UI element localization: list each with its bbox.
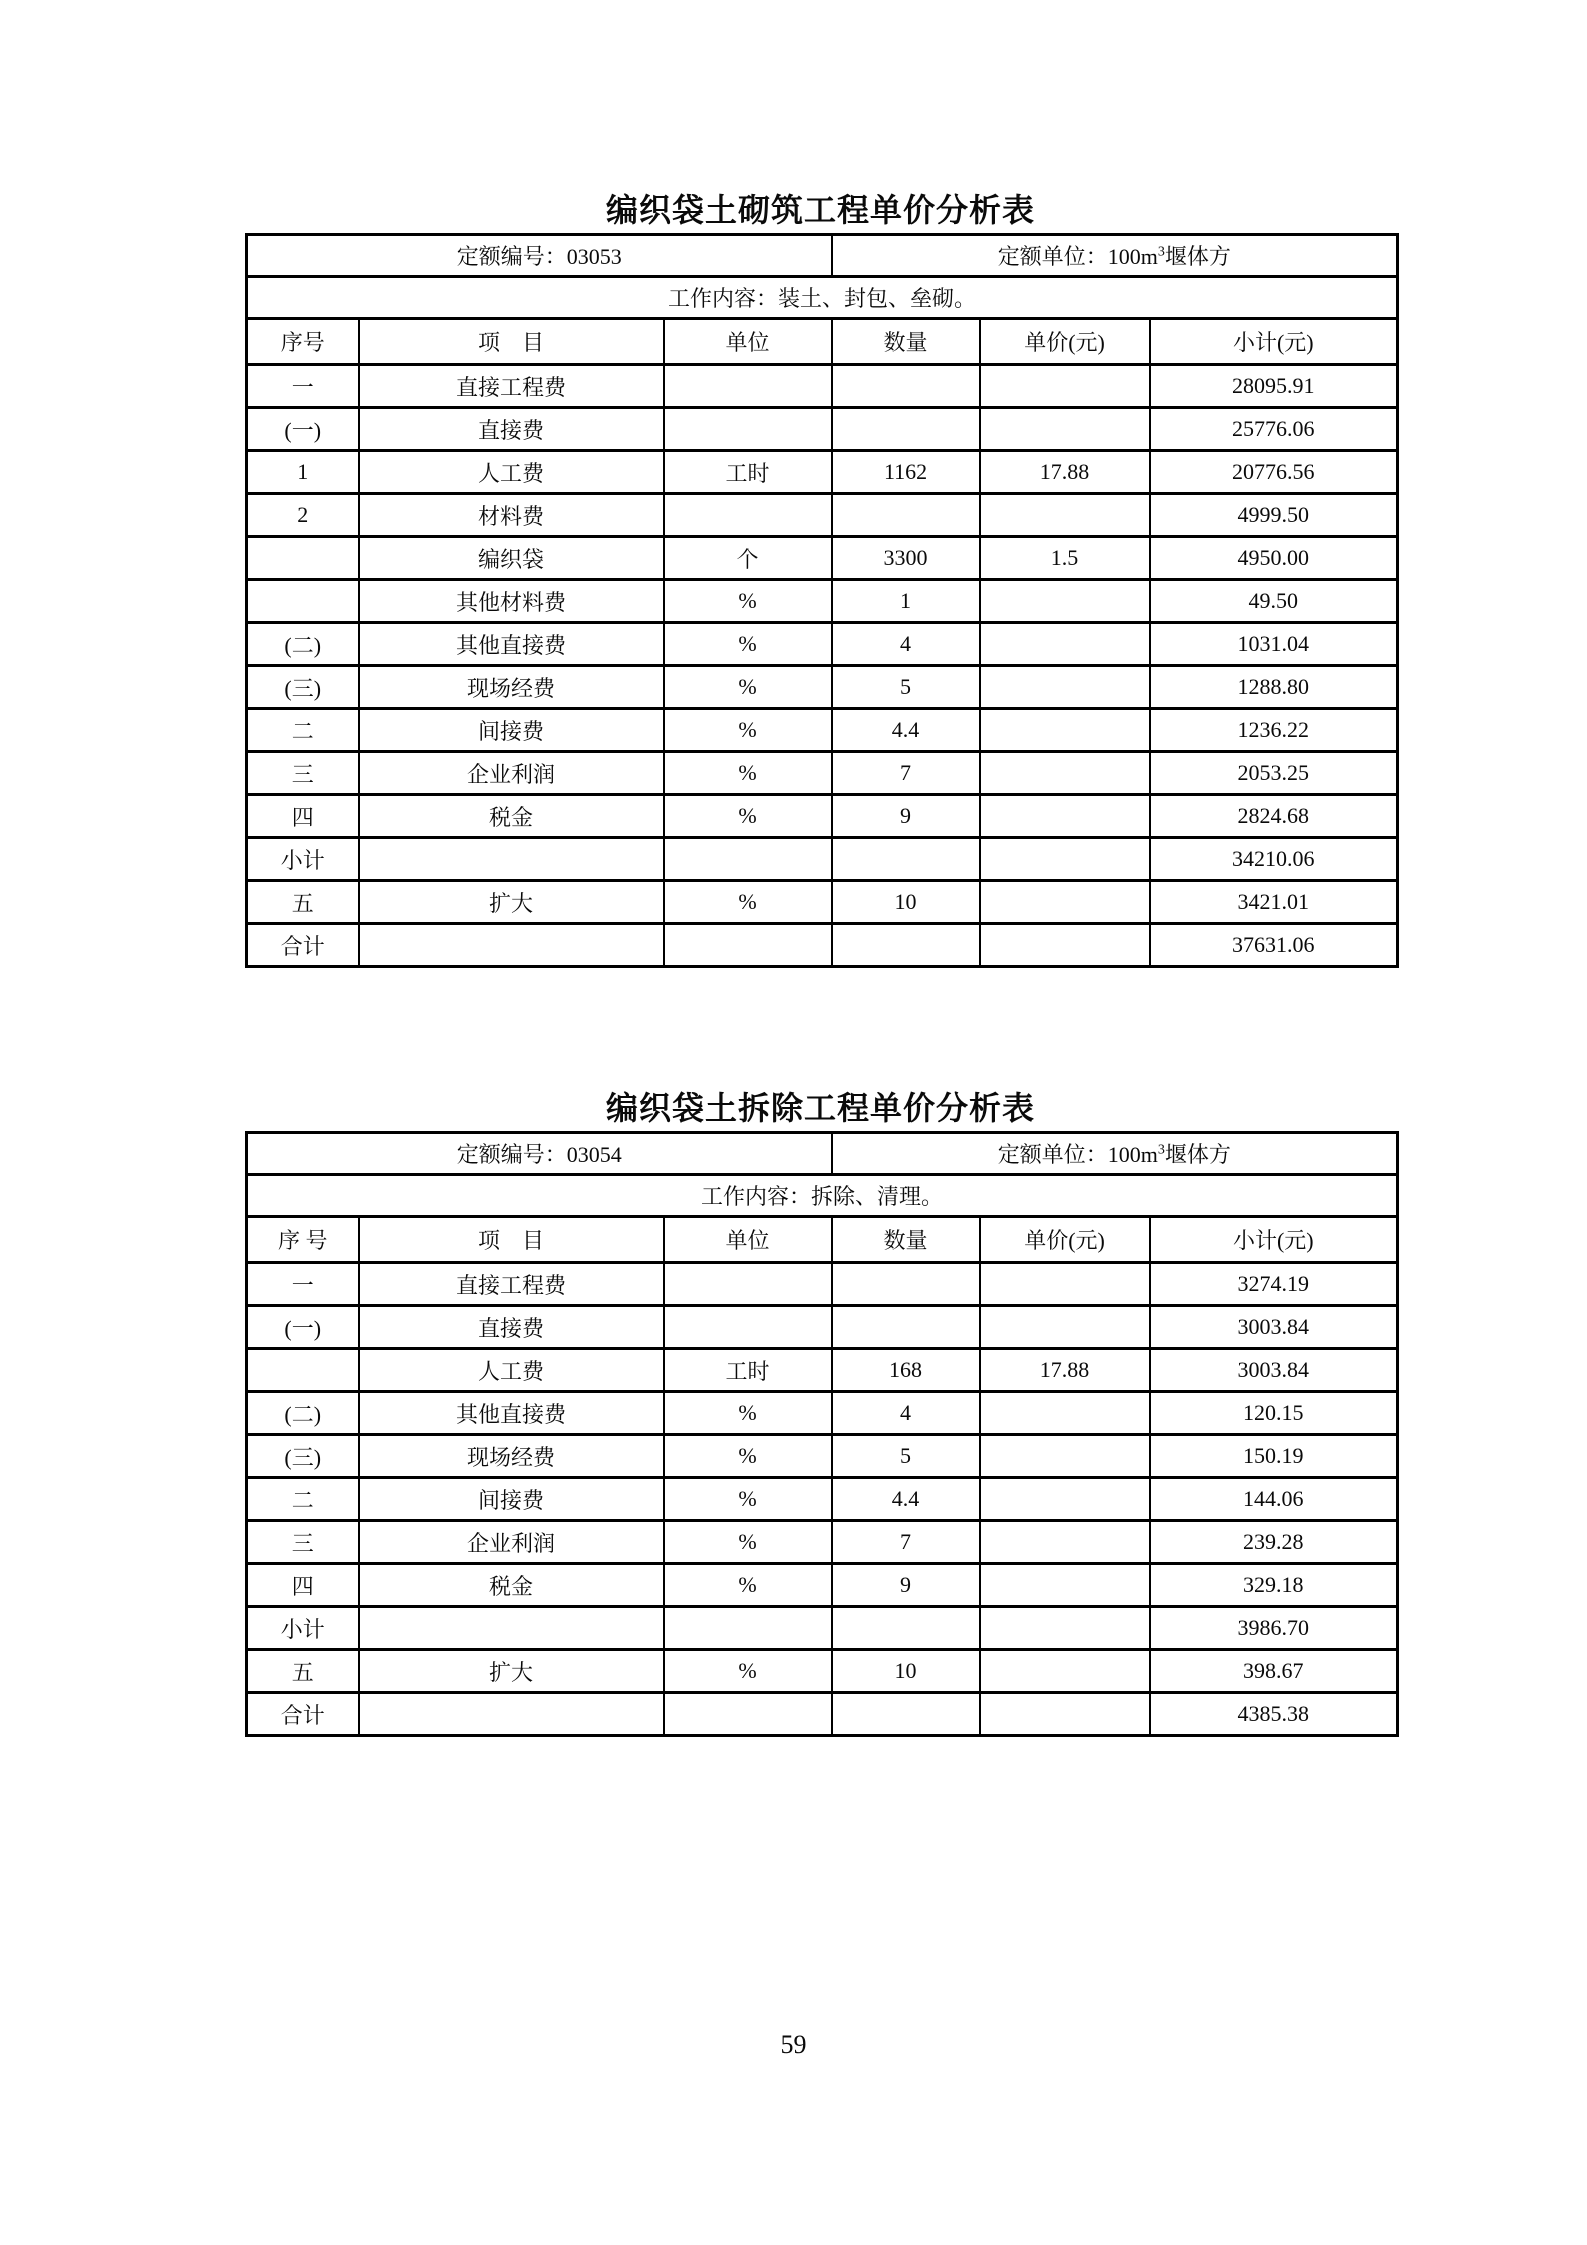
column-header-unitprice: 单价(元) xyxy=(980,319,1150,365)
table-cell: 合计 xyxy=(247,924,359,967)
table-cell: % xyxy=(664,709,832,752)
page-number: 59 xyxy=(780,2030,807,2059)
table-cell: 34210.06 xyxy=(1150,838,1398,881)
table-cell: 直接工程费 xyxy=(359,365,664,408)
table-cell: 239.28 xyxy=(1150,1521,1398,1564)
table-cell: 五 xyxy=(247,881,359,924)
table-cell: 25776.06 xyxy=(1150,408,1398,451)
table-cell: % xyxy=(664,881,832,924)
quota-code-value: 03054 xyxy=(566,1142,622,1167)
table-row xyxy=(247,1650,1398,1693)
column-header-unitprice: 单价(元) xyxy=(980,1217,1150,1263)
table-cell: 一 xyxy=(247,1263,359,1306)
table-cell: 5 xyxy=(832,1435,980,1478)
table-cell: 4.4 xyxy=(832,1478,980,1521)
table-cell: 现场经费 xyxy=(359,666,664,709)
table-cell: 3986.70 xyxy=(1150,1607,1398,1650)
table-cell: 1162 xyxy=(832,451,980,494)
table-row xyxy=(247,924,1398,967)
table-cell: 扩大 xyxy=(359,881,664,924)
table-cell xyxy=(980,1392,1150,1435)
table-cell xyxy=(664,1263,832,1306)
table-cell: 小计 xyxy=(247,1607,359,1650)
table-cell: % xyxy=(664,623,832,666)
table-row xyxy=(247,580,1398,623)
table-cell: 3274.19 xyxy=(1150,1263,1398,1306)
table-row xyxy=(247,881,1398,924)
table-cell: 17.88 xyxy=(980,451,1150,494)
table-cell: 120.15 xyxy=(1150,1392,1398,1435)
table-cell: 其他直接费 xyxy=(359,1392,664,1435)
table-cell: 材料费 xyxy=(359,494,664,537)
table-body xyxy=(247,365,1398,967)
table-cell xyxy=(247,580,359,623)
work-content-text: 装土、封包、垒砌。 xyxy=(778,286,977,311)
column-header-item: 项 目 xyxy=(359,319,664,365)
table-cell xyxy=(832,1607,980,1650)
table-cell xyxy=(980,494,1150,537)
table-cell: % xyxy=(664,1564,832,1607)
table-cell: 4 xyxy=(832,1392,980,1435)
table-cell: 1.5 xyxy=(980,537,1150,580)
table-cell: 间接费 xyxy=(359,709,664,752)
table-cell: 企业利润 xyxy=(359,1521,664,1564)
table-cell: 10 xyxy=(832,881,980,924)
table-cell: 工时 xyxy=(664,451,832,494)
quota-code-label: 定额编号： xyxy=(456,244,567,269)
table-row xyxy=(247,537,1398,580)
table-cell xyxy=(247,1349,359,1392)
column-header-subtotal: 小计(元) xyxy=(1150,319,1398,365)
table-cell: 直接费 xyxy=(359,408,664,451)
table-cell: 9 xyxy=(832,795,980,838)
table-cell xyxy=(832,924,980,967)
table-row xyxy=(247,795,1398,838)
table-cell: 4 xyxy=(832,623,980,666)
quota-meta-row xyxy=(247,1133,1398,1175)
table-cell: % xyxy=(664,795,832,838)
table-cell: 49.50 xyxy=(1150,580,1398,623)
table-cell xyxy=(832,1263,980,1306)
table-cell: 28095.91 xyxy=(1150,365,1398,408)
table-cell: % xyxy=(664,1478,832,1521)
table-cell: 现场经费 xyxy=(359,1435,664,1478)
quota-unit-suffix: 堰体方 xyxy=(1164,244,1231,269)
work-content-label: 工作内容： xyxy=(668,286,779,311)
table-row xyxy=(247,666,1398,709)
column-header-seq: 序号 xyxy=(247,319,359,365)
table-cell xyxy=(980,666,1150,709)
table-cell xyxy=(832,838,980,881)
table-cell: 编织袋 xyxy=(359,537,664,580)
table-cell xyxy=(664,494,832,537)
unit-superscript: 3 xyxy=(1157,1142,1165,1158)
table-row xyxy=(247,365,1398,408)
table-cell: 2 xyxy=(247,494,359,537)
table-cell xyxy=(980,1478,1150,1521)
table-cell: 2824.68 xyxy=(1150,795,1398,838)
table-cell: 工时 xyxy=(664,1349,832,1392)
table-cell: 3003.84 xyxy=(1150,1306,1398,1349)
table-cell xyxy=(980,795,1150,838)
table-row xyxy=(247,838,1398,881)
table-cell xyxy=(980,623,1150,666)
table-header-row xyxy=(247,1217,1398,1263)
table-cell: (二) xyxy=(247,623,359,666)
table-cell: % xyxy=(664,666,832,709)
table-cell xyxy=(980,1306,1150,1349)
table-row xyxy=(247,752,1398,795)
table-cell: 税金 xyxy=(359,795,664,838)
quota-unit-label: 定额单位： xyxy=(997,244,1108,269)
table-title-demolition: 编织袋土拆除工程单价分析表 xyxy=(605,1090,1035,1126)
table-cell xyxy=(832,1693,980,1736)
table-cell: 税金 xyxy=(359,1564,664,1607)
table-cell: 直接工程费 xyxy=(359,1263,664,1306)
section-gap xyxy=(245,968,1396,1088)
table-cell xyxy=(980,1564,1150,1607)
table-cell xyxy=(664,1607,832,1650)
table-cell: 1236.22 xyxy=(1150,709,1398,752)
table-cell: 3003.84 xyxy=(1150,1349,1398,1392)
table-cell: 1 xyxy=(832,580,980,623)
quota-code-label: 定额编号： xyxy=(456,1142,567,1167)
table-cell xyxy=(832,408,980,451)
table-row xyxy=(247,1263,1398,1306)
table-row xyxy=(247,1607,1398,1650)
table-cell: 人工费 xyxy=(359,451,664,494)
table-cell xyxy=(980,709,1150,752)
table-cell: 1288.80 xyxy=(1150,666,1398,709)
table-cell: 5 xyxy=(832,666,980,709)
table-cell: 144.06 xyxy=(1150,1478,1398,1521)
table-cell: (一) xyxy=(247,1306,359,1349)
table-cell: 二 xyxy=(247,709,359,752)
table-cell xyxy=(980,1521,1150,1564)
table-cell xyxy=(832,1306,980,1349)
table-cell xyxy=(980,1650,1150,1693)
table-row xyxy=(247,1349,1398,1392)
table-cell: 4950.00 xyxy=(1150,537,1398,580)
quota-code-cell xyxy=(247,1133,832,1175)
table-row xyxy=(247,623,1398,666)
page-content xyxy=(245,190,1396,1737)
table-cell: % xyxy=(664,752,832,795)
work-content-text: 拆除、清理。 xyxy=(811,1184,944,1209)
table-cell: 三 xyxy=(247,1521,359,1564)
table-cell: 4999.50 xyxy=(1150,494,1398,537)
table-cell xyxy=(247,537,359,580)
table-cell: % xyxy=(664,1392,832,1435)
table-cell: 168 xyxy=(832,1349,980,1392)
table-cell: % xyxy=(664,580,832,623)
quota-code-value: 03053 xyxy=(566,244,622,269)
table-cell xyxy=(980,1693,1150,1736)
table-cell: 五 xyxy=(247,1650,359,1693)
table-row xyxy=(247,1564,1398,1607)
column-header-seq: 序 号 xyxy=(247,1217,359,1263)
table-cell xyxy=(359,1607,664,1650)
table-cell: 小计 xyxy=(247,838,359,881)
unit-price-table-masonry xyxy=(245,233,1399,968)
table-cell xyxy=(664,924,832,967)
table-cell: 其他材料费 xyxy=(359,580,664,623)
quota-unit-suffix: 堰体方 xyxy=(1164,1142,1231,1167)
table-cell: 2053.25 xyxy=(1150,752,1398,795)
table-cell: 150.19 xyxy=(1150,1435,1398,1478)
table-cell xyxy=(980,924,1150,967)
table-cell xyxy=(664,838,832,881)
table-cell: (一) xyxy=(247,408,359,451)
table-row xyxy=(247,1435,1398,1478)
unit-price-table-demolition xyxy=(245,1131,1399,1737)
quota-meta-row xyxy=(247,235,1398,277)
table-cell xyxy=(664,365,832,408)
quota-code-cell xyxy=(247,235,832,277)
table-title-masonry: 编织袋土砌筑工程单价分析表 xyxy=(605,192,1035,228)
table-cell: 10 xyxy=(832,1650,980,1693)
table-cell xyxy=(664,1306,832,1349)
unit-superscript: 3 xyxy=(1157,244,1165,260)
table-cell: % xyxy=(664,1650,832,1693)
table-header-row xyxy=(247,319,1398,365)
work-content-cell xyxy=(247,277,1398,319)
table-cell: 四 xyxy=(247,1564,359,1607)
table-cell: 扩大 xyxy=(359,1650,664,1693)
table-row xyxy=(247,408,1398,451)
table-row xyxy=(247,1392,1398,1435)
table-cell: % xyxy=(664,1435,832,1478)
table-cell: 20776.56 xyxy=(1150,451,1398,494)
quota-unit-cell xyxy=(832,1133,1398,1175)
quota-unit-cell xyxy=(832,235,1398,277)
table-cell xyxy=(980,881,1150,924)
table-row xyxy=(247,1693,1398,1736)
table-cell: 17.88 xyxy=(980,1349,1150,1392)
table-cell xyxy=(664,408,832,451)
table-cell xyxy=(832,365,980,408)
column-header-unit: 单位 xyxy=(664,319,832,365)
table-cell: 二 xyxy=(247,1478,359,1521)
column-header-quantity: 数量 xyxy=(832,319,980,365)
table-cell: 37631.06 xyxy=(1150,924,1398,967)
table-cell: 329.18 xyxy=(1150,1564,1398,1607)
table-row xyxy=(247,494,1398,537)
work-content-row xyxy=(247,277,1398,319)
table-cell xyxy=(980,408,1150,451)
table-cell: 3300 xyxy=(832,537,980,580)
table-cell: 1 xyxy=(247,451,359,494)
table-cell: 3421.01 xyxy=(1150,881,1398,924)
table-cell: 4.4 xyxy=(832,709,980,752)
table-row xyxy=(247,1521,1398,1564)
table-cell: 9 xyxy=(832,1564,980,1607)
work-content-row xyxy=(247,1175,1398,1217)
quota-unit-base: 100m xyxy=(1107,244,1158,269)
column-header-quantity: 数量 xyxy=(832,1217,980,1263)
table-cell: 4385.38 xyxy=(1150,1693,1398,1736)
table-cell: 7 xyxy=(832,752,980,795)
table-cell: (二) xyxy=(247,1392,359,1435)
table-cell xyxy=(832,494,980,537)
table-body xyxy=(247,1263,1398,1736)
column-header-subtotal: 小计(元) xyxy=(1150,1217,1398,1263)
table-cell xyxy=(664,1693,832,1736)
table-cell xyxy=(359,838,664,881)
table-cell: (三) xyxy=(247,666,359,709)
table-cell xyxy=(980,838,1150,881)
table-row xyxy=(247,1478,1398,1521)
table-row xyxy=(247,1306,1398,1349)
table-cell xyxy=(359,924,664,967)
quota-unit-label: 定额单位： xyxy=(997,1142,1108,1167)
table-cell: 直接费 xyxy=(359,1306,664,1349)
table-cell xyxy=(980,365,1150,408)
column-header-unit: 单位 xyxy=(664,1217,832,1263)
table-row xyxy=(247,451,1398,494)
table-row xyxy=(247,709,1398,752)
column-header-item: 项 目 xyxy=(359,1217,664,1263)
table-cell: 一 xyxy=(247,365,359,408)
table-cell xyxy=(359,1693,664,1736)
table-cell: 四 xyxy=(247,795,359,838)
table-cell: 合计 xyxy=(247,1693,359,1736)
table-cell: 其他直接费 xyxy=(359,623,664,666)
table-cell: 三 xyxy=(247,752,359,795)
table-cell xyxy=(980,752,1150,795)
table-cell: 间接费 xyxy=(359,1478,664,1521)
table-cell: 1031.04 xyxy=(1150,623,1398,666)
table-cell: 398.67 xyxy=(1150,1650,1398,1693)
work-content-label: 工作内容： xyxy=(701,1184,812,1209)
table-cell xyxy=(980,580,1150,623)
table-cell: 7 xyxy=(832,1521,980,1564)
table-cell: 企业利润 xyxy=(359,752,664,795)
table-cell: (三) xyxy=(247,1435,359,1478)
table-cell: 人工费 xyxy=(359,1349,664,1392)
quota-unit-base: 100m xyxy=(1107,1142,1158,1167)
table-cell: 个 xyxy=(664,537,832,580)
table-cell xyxy=(980,1263,1150,1306)
table-cell: % xyxy=(664,1521,832,1564)
work-content-cell xyxy=(247,1175,1398,1217)
table-cell xyxy=(980,1607,1150,1650)
table-cell xyxy=(980,1435,1150,1478)
